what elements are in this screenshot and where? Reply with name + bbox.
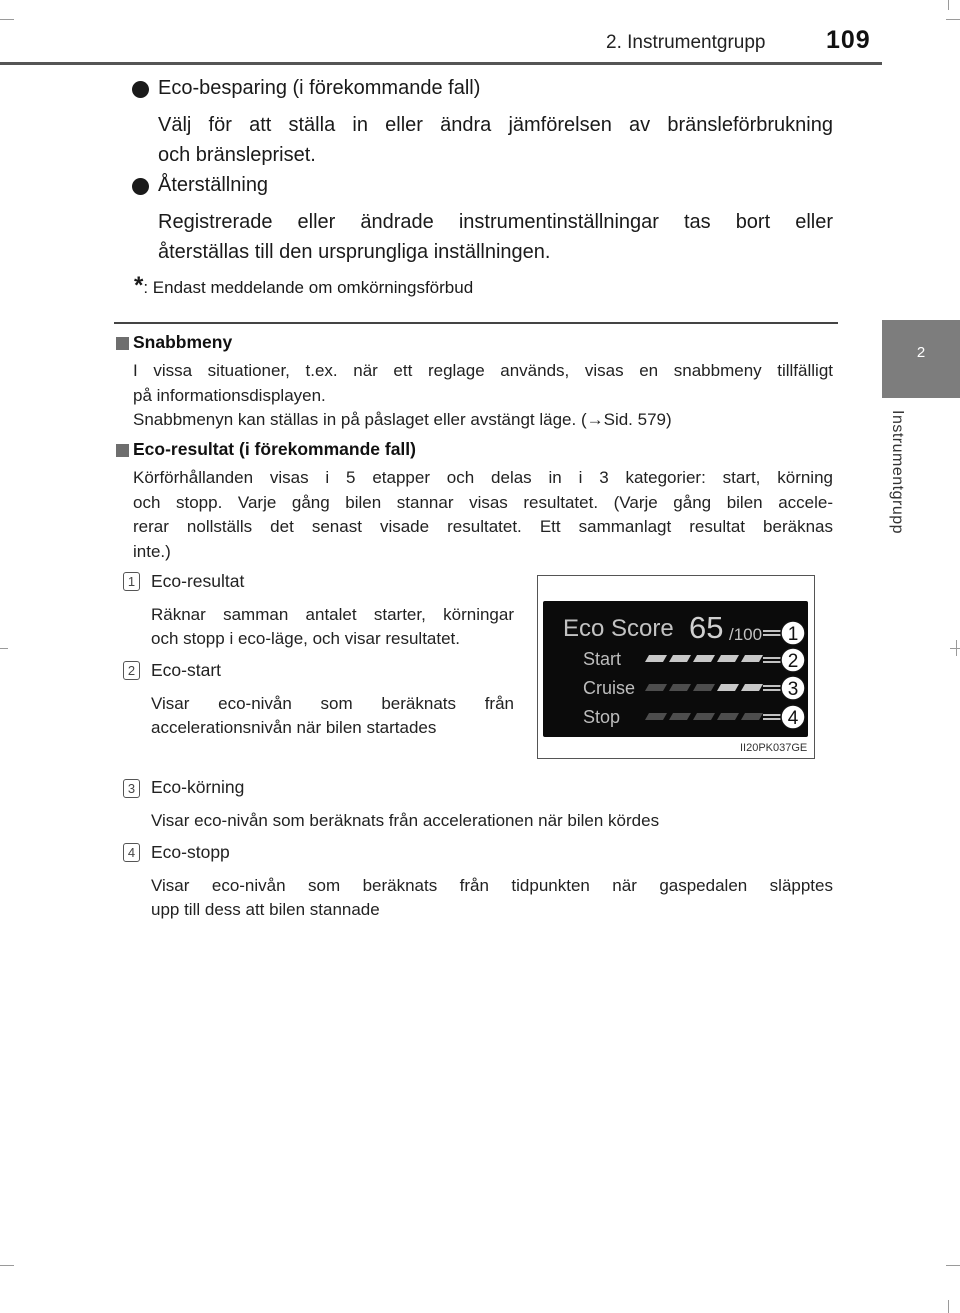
bullet-text [158,207,833,267]
section-title: Snabbmeny [133,332,233,352]
crop-mark [948,1300,949,1313]
chapter-tab-number: 2 [916,344,926,361]
bullet-title: Återställning [158,174,269,196]
eco-segment-empty [741,713,763,720]
text-line: Räknar samman antalet starter, körningar [151,605,514,624]
text-line: och bränslepriset. [158,144,316,166]
chapter-tab-label: Instrumentgrupp [889,410,906,535]
eco-segment-empty [717,713,739,720]
item-number-badge: 2 [123,661,140,680]
text-line: Körförhållanden visas i 5 etapper och delas in i 3 kategorier: start, körning [133,468,833,487]
item-text [151,692,514,740]
eco-segment-empty [645,684,667,691]
text-line: Snabbmenyn kan ställas in på påslaget eller avstängt läge. (→Sid. 579) [133,410,672,429]
eco-score-title: Eco Score [563,615,674,642]
crop-mark [948,0,949,10]
text-line: upp till dess att bilen stannade [151,900,380,919]
crop-mark [0,1265,14,1266]
eco-segment-filled [741,655,763,662]
item-title: Eco-stopp [151,842,230,862]
text-line: rerar nollställs det senast visade resultatet. Ett sammanlagt resultat beräknas [133,517,833,536]
eco-segment-empty [693,713,715,720]
crop-mark [0,19,14,20]
text-line: I vissa situationer, t.ex. när ett reglage används, visas en snabbmeny tillfälligt [133,361,833,380]
eco-segment-empty [645,713,667,720]
item-title: Eco-start [151,660,222,680]
section-text [133,359,833,433]
running-header-section: 2. Instrumentgrupp [606,32,766,53]
section-text [133,466,833,564]
eco-score-callouts [763,621,805,729]
eco-score-max: /100 [729,625,763,644]
callout-number: 4 [787,708,799,729]
footnote-text: : Endast meddelande om omkörningsförbud [143,278,474,297]
eco-row-label: Stop [583,707,621,727]
eco-segment-empty [669,684,691,691]
section-title: Eco-resultat (i förekommande fall) [133,439,416,459]
text-line: Visar eco-nivån som beräknats från [151,694,514,713]
item-text [151,809,833,833]
text-line: inte.) [133,541,171,561]
text-line: Visar eco-nivån som beräknats från tidpunkten när gaspedalen släpptes [151,876,833,895]
footnote [134,272,473,300]
eco-score-display [543,601,808,737]
eco-row-label: Cruise [583,678,636,698]
eco-segment-filled [717,684,739,691]
eco-segment-filled [693,655,715,662]
footnote-star: * [134,272,144,299]
text-line: Registrerade eller ändrade instrumentinställningar tas bort eller [158,211,833,233]
bullet-title: Eco-besparing (i förekommande fall) [158,77,481,99]
crop-mark [956,640,957,656]
figure-code: II20PK037GE [740,742,808,754]
eco-segment-filled [645,655,667,662]
item-number-badge: 1 [123,572,140,591]
section-divider [114,322,838,324]
text-line: och stopp i eco-läge, och visar resultatet. [151,629,460,648]
eco-score-graphic [543,601,808,737]
bullet-dot [132,178,149,195]
header-rule [0,62,882,65]
crop-mark [0,648,8,649]
crop-mark [946,19,960,20]
eco-segment-filled [669,655,691,662]
text-line: på informationsdisplayen. [133,385,326,405]
text-line: Välj för att ställa in eller ändra jämförelsen av bränsleförbrukning [158,114,833,136]
item-number-badge: 3 [123,779,140,798]
item-text [151,874,833,922]
eco-segment-empty [669,713,691,720]
callout-number: 3 [787,679,799,700]
bullet-text [158,110,833,170]
section-square-marker [116,337,129,350]
crop-mark [950,648,960,649]
eco-segment-filled [717,655,739,662]
text-line: Visar eco-nivån som beräknats från accelerationen när bilen kördes [151,811,660,830]
eco-score-value: 65 [689,610,724,645]
bullet-dot [132,81,149,98]
eco-segment-filled [741,684,763,691]
callout-number: 1 [787,624,799,645]
text-line: accelerationsnivån när bilen startades [151,718,437,737]
eco-score-rows [583,649,763,727]
section-square-marker [116,444,129,457]
crop-mark [946,1265,960,1266]
text-line: och stopp. Varje gång bilen stannar visas resultatet. (Varje gång bilen accele- [133,492,833,512]
page-number: 109 [826,26,871,54]
item-title: Eco-körning [151,777,245,797]
eco-segment-empty [693,684,715,691]
item-title: Eco-resultat [151,571,245,591]
text-line: återställas till den ursprungliga inställningen. [158,241,551,263]
item-text [151,603,514,651]
callout-number: 2 [787,651,799,672]
eco-row-label: Start [583,649,622,669]
item-number-badge: 4 [123,843,140,862]
